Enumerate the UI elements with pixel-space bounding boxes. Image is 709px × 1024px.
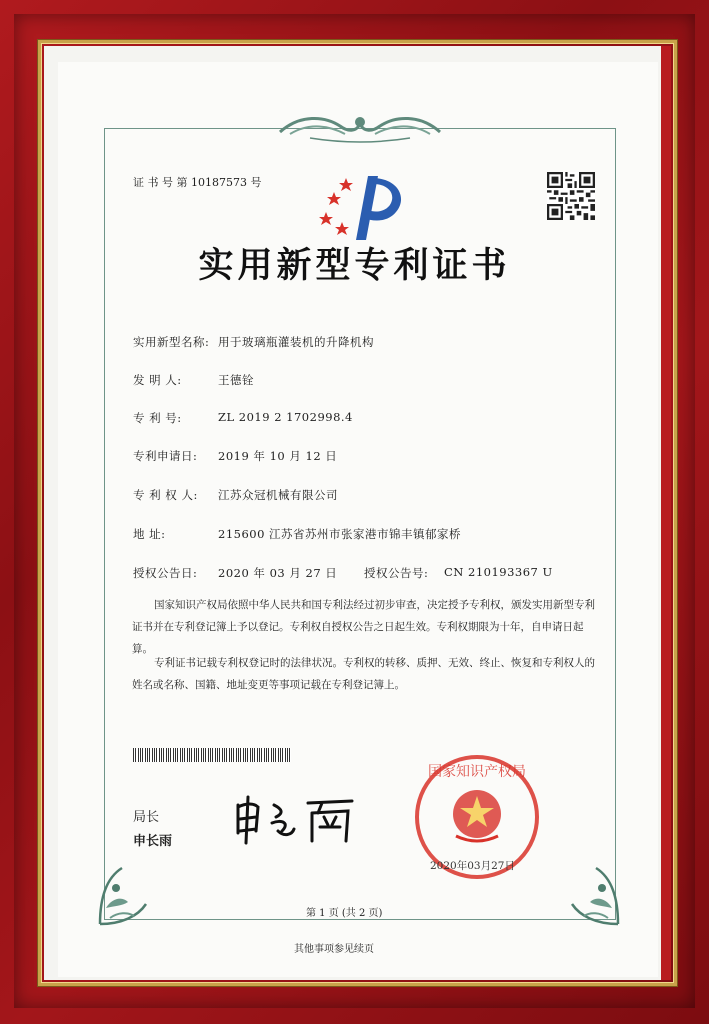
footer-note: 其他事项参见续页 [294,944,374,955]
paragraph-grant: 国家知识产权局依照中华人民共和国专利法经过初步审查，决定授予专利权，颁发实用新型专利证书并在专利登记簿上予以登记。专利权自授权公告之日起生效。专利权期限为十年，自申请日起算。 [132,599,595,655]
patent-number-value: ZL 2019 2 1702998.4 [218,410,353,424]
grant-date-label: 授权公告日: [133,566,198,580]
certificate-number: 证 书 号 第 10187573 号 [133,176,262,189]
qr-code-icon [547,172,595,220]
page-number: 第 1 页 (共 2 页) [306,908,383,919]
corner-ornament-icon [92,858,152,928]
patent-number-label: 专 利 号: [133,411,182,425]
seal-text: 国家知识产权局 [428,764,526,780]
grant-date-value: 2020 年 03 月 27 日 [218,566,338,580]
director-title: 局长 [133,810,160,825]
patentee-label: 专 利 权 人: [133,488,198,502]
inventor-value: 王德铨 [218,373,254,387]
director-name: 申长雨 [133,834,173,849]
patent-logo-icon [316,172,408,244]
address-label: 地 址: [133,527,166,541]
name-label: 实用新型名称: [133,335,210,349]
certificate-title: 实用新型专利证书 [198,245,511,286]
address-value: 215600 江苏省苏州市张家港市锦丰镇郁家桥 [218,527,462,541]
inventor-label: 发 明 人: [133,373,182,387]
announcement-number-value: CN 210193367 U [444,565,553,579]
paragraph-legal-status: 专利证书记载专利权登记时的法律状况。专利权的转移、质押、无效、终止、恢复和专利权人的姓名或名称、国籍、地址变更等事项记载在专利登记簿上。 [132,657,595,691]
application-date-label: 专利申请日: [133,449,198,463]
application-date-value: 2019 年 10 月 12 日 [218,449,338,463]
director-signature [232,795,362,845]
barcode-icon [133,748,291,762]
announcement-number-label: 授权公告号: [364,566,429,580]
top-ornament-icon [270,112,450,144]
corner-ornament-icon [566,858,626,928]
name-value: 用于玻璃瓶灌装机的升降机构 [218,335,374,349]
seal-date: 2020年03月27日 [430,860,515,872]
patentee-value: 江苏众冠机械有限公司 [218,488,338,502]
